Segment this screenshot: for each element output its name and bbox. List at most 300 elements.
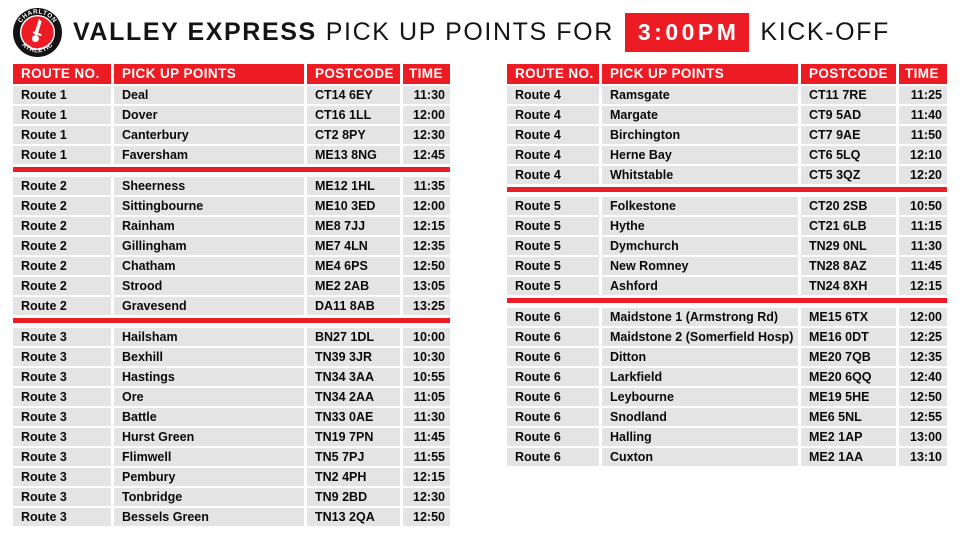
pick-up-point-cell: [602, 197, 798, 215]
time-cell: [899, 106, 947, 124]
postcode-cell: [307, 408, 400, 426]
pick-up-point-cell: [114, 297, 304, 315]
pick-up-point-cell: [114, 388, 304, 406]
route-no-cell: [13, 217, 111, 235]
time-text: 13:00: [910, 430, 942, 444]
postcode-text: ME2 1AP: [809, 430, 863, 444]
pick-up-point-cell: [602, 146, 798, 164]
page-header: [0, 0, 960, 58]
time-cell: [899, 217, 947, 235]
pick-up-point-cell: [114, 257, 304, 275]
postcode-text: TN5 7PJ: [315, 450, 365, 464]
time-text: 12:35: [910, 350, 942, 364]
route-no-cell: [507, 86, 599, 104]
postcode-text: TN28 8AZ: [809, 259, 867, 273]
route-no-cell: [507, 428, 599, 446]
pick-up-point-text: Dymchurch: [610, 239, 679, 253]
column-header-time: TIME: [899, 64, 947, 84]
postcode-cell: [307, 277, 400, 295]
postcode-text: ME6 5NL: [809, 410, 862, 424]
postcode-text: TN13 2QA: [315, 510, 375, 524]
route-group-route-1: [13, 86, 450, 164]
route-no-cell: [13, 126, 111, 144]
route-no-text: Route 5: [515, 279, 561, 293]
route-no-text: Route 4: [515, 128, 561, 142]
route-no-cell: [13, 177, 111, 195]
postcode-text: TN2 4PH: [315, 470, 367, 484]
postcode-cell: [307, 448, 400, 466]
route-no-text: Route 1: [21, 108, 67, 122]
pick-up-point-text: Ditton: [610, 350, 647, 364]
route-no-cell: [507, 217, 599, 235]
route-no-text: Route 1: [21, 148, 67, 162]
pick-up-point-cell: [114, 217, 304, 235]
postcode-text: ME10 3ED: [315, 199, 376, 213]
postcode-text: TN34 3AA: [315, 370, 375, 384]
postcode-text: ME2 1AA: [809, 450, 864, 464]
postcode-cell: [307, 388, 400, 406]
pick-up-point-text: Birchington: [610, 128, 681, 142]
route-group-route-2: [13, 177, 450, 315]
route-no-text: Route 6: [515, 430, 561, 444]
postcode-text: CT2 8PY: [315, 128, 366, 142]
pick-up-point-cell: [602, 217, 798, 235]
title-text: PICK UP POINTS FOR: [325, 18, 614, 46]
time-cell: [403, 448, 450, 466]
postcode-text: TN19 7PN: [315, 430, 374, 444]
time-cell: [403, 297, 450, 315]
postcode-cell: [801, 86, 896, 104]
pick-up-point-text: Folkestone: [610, 199, 676, 213]
pick-up-point-cell: [114, 106, 304, 124]
pick-up-point-cell: [114, 508, 304, 526]
route-no-cell: [507, 308, 599, 326]
postcode-text: ME2 2AB: [315, 279, 370, 293]
pick-up-point-cell: [114, 448, 304, 466]
time-cell: [403, 408, 450, 426]
pick-up-point-cell: [602, 166, 798, 184]
crest-top-text: CHARLTON: [16, 8, 59, 25]
route-no-cell: [507, 408, 599, 426]
route-no-text: Route 3: [21, 390, 67, 404]
postcode-text: ME7 4LN: [315, 239, 368, 253]
pick-up-point-text: Gravesend: [122, 299, 187, 313]
postcode-text: CT7 9AE: [809, 128, 861, 142]
pick-up-point-text: Rainham: [122, 219, 175, 233]
time-cell: [899, 328, 947, 346]
time-cell: [899, 146, 947, 164]
column-header-pick-up-points: PICK UP POINTS: [114, 64, 304, 84]
postcode-text: TN9 2BD: [315, 490, 368, 504]
time-text: 12:10: [910, 148, 942, 162]
postcode-cell: [801, 448, 896, 466]
time-text: 13:05: [413, 279, 445, 293]
time-text: 12:25: [910, 330, 942, 344]
route-no-text: Route 3: [21, 410, 67, 424]
pick-up-point-text: New Romney: [610, 259, 689, 273]
pick-up-point-cell: [602, 86, 798, 104]
route-group-divider: [13, 167, 450, 172]
pick-up-point-cell: [114, 126, 304, 144]
time-cell: [403, 257, 450, 275]
route-no-cell: [13, 408, 111, 426]
time-text: 12:00: [413, 199, 445, 213]
time-text: 12:30: [413, 490, 445, 504]
time-text: 12:50: [413, 259, 445, 273]
route-no-text: Route 6: [515, 330, 561, 344]
route-no-cell: [507, 197, 599, 215]
pick-up-point-text: Faversham: [122, 148, 189, 162]
postcode-text: BN27 1DL: [315, 330, 375, 344]
timetables-container: [0, 64, 960, 526]
time-cell: [403, 277, 450, 295]
pick-up-point-text: Ore: [122, 390, 144, 404]
pick-up-point-text: Canterbury: [122, 128, 189, 142]
postcode-cell: [307, 488, 400, 506]
time-text: 12:30: [413, 128, 445, 142]
pick-up-point-text: Ramsgate: [610, 88, 670, 102]
pick-up-point-text: Bessels Green: [122, 510, 209, 524]
pick-up-point-text: Maidstone 1 (Armstrong Rd): [610, 310, 779, 324]
postcode-cell: [801, 166, 896, 184]
route-no-text: Route 6: [515, 350, 561, 364]
time-cell: [899, 368, 947, 386]
postcode-text: ME12 1HL: [315, 179, 375, 193]
postcode-text: CT21 6LB: [809, 219, 867, 233]
pick-up-point-text: Dover: [122, 108, 158, 122]
route-no-cell: [13, 257, 111, 275]
route-no-cell: [507, 348, 599, 366]
time-text: 10:00: [413, 330, 445, 344]
route-group-divider: [13, 318, 450, 323]
route-no-cell: [13, 428, 111, 446]
postcode-text: TN29 0NL: [809, 239, 867, 253]
pick-up-point-cell: [602, 277, 798, 295]
pick-up-point-cell: [602, 106, 798, 124]
route-group-route-5: [507, 197, 947, 295]
postcode-cell: [307, 146, 400, 164]
pick-up-point-text: Hythe: [610, 219, 645, 233]
time-cell: [403, 348, 450, 366]
pick-up-point-cell: [114, 428, 304, 446]
postcode-cell: [801, 328, 896, 346]
time-cell: [403, 86, 450, 104]
time-text: 11:40: [910, 108, 942, 122]
pick-up-point-cell: [602, 328, 798, 346]
time-cell: [899, 308, 947, 326]
time-cell: [403, 146, 450, 164]
postcode-text: CT6 5LQ: [809, 148, 861, 162]
route-no-cell: [13, 448, 111, 466]
pick-up-point-cell: [114, 368, 304, 386]
route-group-divider: [507, 298, 947, 303]
route-no-cell: [507, 146, 599, 164]
route-no-text: Route 3: [21, 470, 67, 484]
pick-up-point-cell: [602, 408, 798, 426]
pick-up-point-cell: [114, 237, 304, 255]
postcode-cell: [801, 308, 896, 326]
route-no-cell: [507, 126, 599, 144]
postcode-text: ME8 7JJ: [315, 219, 366, 233]
time-cell: [899, 257, 947, 275]
pick-up-point-cell: [602, 237, 798, 255]
postcode-cell: [801, 217, 896, 235]
pick-up-point-cell: [602, 448, 798, 466]
route-no-text: Route 6: [515, 450, 561, 464]
postcode-cell: [801, 348, 896, 366]
pick-up-point-cell: [602, 388, 798, 406]
time-cell: [403, 488, 450, 506]
route-no-text: Route 6: [515, 310, 561, 324]
time-cell: [899, 86, 947, 104]
pick-up-point-text: Sheerness: [122, 179, 186, 193]
time-text: 12:20: [910, 168, 942, 182]
time-cell: [403, 328, 450, 346]
time-cell: [403, 197, 450, 215]
route-no-text: Route 2: [21, 259, 67, 273]
time-text: 11:50: [910, 128, 942, 142]
postcode-cell: [307, 508, 400, 526]
pick-up-point-text: Ashford: [610, 279, 658, 293]
postcode-cell: [307, 348, 400, 366]
pick-up-point-text: Hailsham: [122, 330, 178, 344]
time-text: 13:25: [413, 299, 445, 313]
route-no-text: Route 5: [515, 199, 561, 213]
pick-up-point-cell: [602, 308, 798, 326]
time-cell: [899, 237, 947, 255]
time-cell: [403, 177, 450, 195]
route-no-text: Route 3: [21, 330, 67, 344]
time-cell: [403, 468, 450, 486]
postcode-text: CT11 7RE: [809, 88, 867, 102]
postcode-cell: [801, 428, 896, 446]
time-cell: [403, 428, 450, 446]
route-no-text: Route 5: [515, 239, 561, 253]
pick-up-point-text: Whitstable: [610, 168, 674, 182]
pick-up-point-text: Herne Bay: [610, 148, 672, 162]
postcode-text: TN39 3JR: [315, 350, 372, 364]
time-cell: [899, 448, 947, 466]
route-no-cell: [13, 146, 111, 164]
pick-up-point-text: Hurst Green: [122, 430, 195, 444]
timetable-routes-4-6: [507, 64, 947, 526]
time-text: 10:50: [910, 199, 942, 213]
time-text: 10:30: [413, 350, 445, 364]
pick-up-point-text: Hastings: [122, 370, 175, 384]
time-text: 11:15: [910, 219, 942, 233]
postcode-cell: [307, 428, 400, 446]
time-text: 12:00: [910, 310, 942, 324]
time-cell: [403, 508, 450, 526]
time-cell: [899, 166, 947, 184]
time-cell: [403, 237, 450, 255]
time-text: 11:30: [910, 239, 942, 253]
route-no-text: Route 3: [21, 510, 67, 524]
route-no-cell: [507, 448, 599, 466]
route-no-cell: [13, 237, 111, 255]
route-no-cell: [507, 237, 599, 255]
route-no-text: Route 6: [515, 370, 561, 384]
time-text: 12:00: [413, 108, 445, 122]
route-no-text: Route 2: [21, 279, 67, 293]
postcode-cell: [307, 257, 400, 275]
postcode-text: ME19 5HE: [809, 390, 870, 404]
kickoff-label: KICK-OFF: [760, 18, 890, 46]
crest-bottom-text: ATHLETIC: [20, 41, 55, 55]
time-cell: [899, 126, 947, 144]
pick-up-point-cell: [602, 348, 798, 366]
postcode-cell: [801, 257, 896, 275]
route-no-text: Route 4: [515, 108, 561, 122]
page-title: [73, 13, 890, 52]
time-text: 11:05: [413, 390, 445, 404]
pick-up-point-cell: [114, 468, 304, 486]
postcode-cell: [801, 146, 896, 164]
postcode-cell: [801, 106, 896, 124]
time-cell: [403, 368, 450, 386]
pick-up-point-text: Deal: [122, 88, 149, 102]
column-header-route-no: ROUTE NO.: [507, 64, 599, 84]
route-no-text: Route 3: [21, 430, 67, 444]
postcode-text: ME16 0DT: [809, 330, 869, 344]
route-no-text: Route 2: [21, 299, 67, 313]
time-text: 12:35: [413, 239, 445, 253]
postcode-cell: [307, 328, 400, 346]
postcode-cell: [307, 237, 400, 255]
pick-up-point-cell: [602, 428, 798, 446]
postcode-cell: [307, 468, 400, 486]
time-text: 12:50: [413, 510, 445, 524]
postcode-cell: [307, 106, 400, 124]
postcode-cell: [801, 408, 896, 426]
route-no-text: Route 6: [515, 410, 561, 424]
pick-up-point-text: Strood: [122, 279, 163, 293]
route-no-cell: [507, 166, 599, 184]
pick-up-point-cell: [602, 368, 798, 386]
route-no-cell: [507, 368, 599, 386]
time-cell: [899, 277, 947, 295]
postcode-cell: [307, 86, 400, 104]
route-group-route-3: [13, 328, 450, 526]
column-header-pick-up-points: PICK UP POINTS: [602, 64, 798, 84]
time-text: 10:55: [413, 370, 445, 384]
route-no-cell: [507, 388, 599, 406]
postcode-text: ME15 6TX: [809, 310, 869, 324]
route-no-text: Route 3: [21, 450, 67, 464]
route-no-cell: [13, 488, 111, 506]
pick-up-point-text: Halling: [610, 430, 652, 444]
route-no-cell: [13, 388, 111, 406]
postcode-cell: [307, 368, 400, 386]
route-no-text: Route 5: [515, 219, 561, 233]
route-group-divider: [507, 187, 947, 192]
postcode-text: CT14 6EY: [315, 88, 373, 102]
pick-up-point-cell: [114, 277, 304, 295]
time-text: 12:40: [910, 370, 942, 384]
route-no-cell: [13, 106, 111, 124]
time-cell: [899, 197, 947, 215]
title-brand: VALLEY EXPRESS: [73, 18, 317, 46]
postcode-cell: [801, 126, 896, 144]
time-text: 12:15: [910, 279, 942, 293]
route-no-cell: [13, 368, 111, 386]
route-no-text: Route 1: [21, 88, 67, 102]
route-no-cell: [507, 277, 599, 295]
route-no-text: Route 2: [21, 239, 67, 253]
postcode-text: ME20 6QQ: [809, 370, 872, 384]
route-no-cell: [13, 508, 111, 526]
charlton-athletic-crest-icon: [13, 8, 62, 57]
kickoff-time-badge: 3:00PM: [625, 13, 750, 52]
postcode-text: TN24 8XH: [809, 279, 868, 293]
table-header-row: [507, 64, 947, 84]
route-no-cell: [507, 257, 599, 275]
pick-up-point-text: Gillingham: [122, 239, 187, 253]
route-no-text: Route 2: [21, 179, 67, 193]
postcode-cell: [307, 197, 400, 215]
pick-up-point-cell: [602, 126, 798, 144]
time-cell: [899, 408, 947, 426]
postcode-text: ME13 8NG: [315, 148, 377, 162]
pick-up-point-text: Flimwell: [122, 450, 172, 464]
route-no-text: Route 4: [515, 88, 561, 102]
pick-up-point-cell: [114, 177, 304, 195]
time-cell: [403, 126, 450, 144]
postcode-cell: [307, 217, 400, 235]
postcode-cell: [801, 197, 896, 215]
pick-up-point-text: Larkfield: [610, 370, 663, 384]
route-no-text: Route 3: [21, 370, 67, 384]
route-no-cell: [13, 297, 111, 315]
route-group-route-4: [507, 86, 947, 184]
pick-up-point-text: Tonbridge: [122, 490, 183, 504]
pick-up-point-cell: [114, 408, 304, 426]
route-no-cell: [13, 277, 111, 295]
postcode-text: CT20 2SB: [809, 199, 868, 213]
route-group-route-6: [507, 308, 947, 466]
time-text: 11:45: [910, 259, 942, 273]
time-text: 11:35: [413, 179, 445, 193]
column-header-route-no: ROUTE NO.: [13, 64, 111, 84]
postcode-text: TN33 0AE: [315, 410, 374, 424]
time-text: 12:45: [413, 148, 445, 162]
route-no-cell: [13, 328, 111, 346]
pick-up-point-text: Margate: [610, 108, 658, 122]
postcode-cell: [307, 177, 400, 195]
time-text: 11:30: [413, 410, 445, 424]
time-text: 11:30: [413, 88, 445, 102]
time-text: 12:55: [910, 410, 942, 424]
route-no-text: Route 3: [21, 490, 67, 504]
time-cell: [403, 106, 450, 124]
postcode-cell: [801, 368, 896, 386]
pick-up-point-text: Snodland: [610, 410, 667, 424]
pick-up-point-cell: [114, 197, 304, 215]
pick-up-point-text: Sittingbourne: [122, 199, 204, 213]
route-no-text: Route 5: [515, 259, 561, 273]
pick-up-point-text: Bexhill: [122, 350, 163, 364]
pick-up-point-text: Battle: [122, 410, 157, 424]
time-text: 12:15: [413, 470, 445, 484]
postcode-text: TN34 2AA: [315, 390, 375, 404]
table-header-row: [13, 64, 450, 84]
route-no-text: Route 4: [515, 168, 561, 182]
time-cell: [899, 388, 947, 406]
pick-up-point-cell: [114, 146, 304, 164]
pick-up-point-text: Pembury: [122, 470, 176, 484]
route-no-cell: [13, 468, 111, 486]
time-cell: [403, 217, 450, 235]
